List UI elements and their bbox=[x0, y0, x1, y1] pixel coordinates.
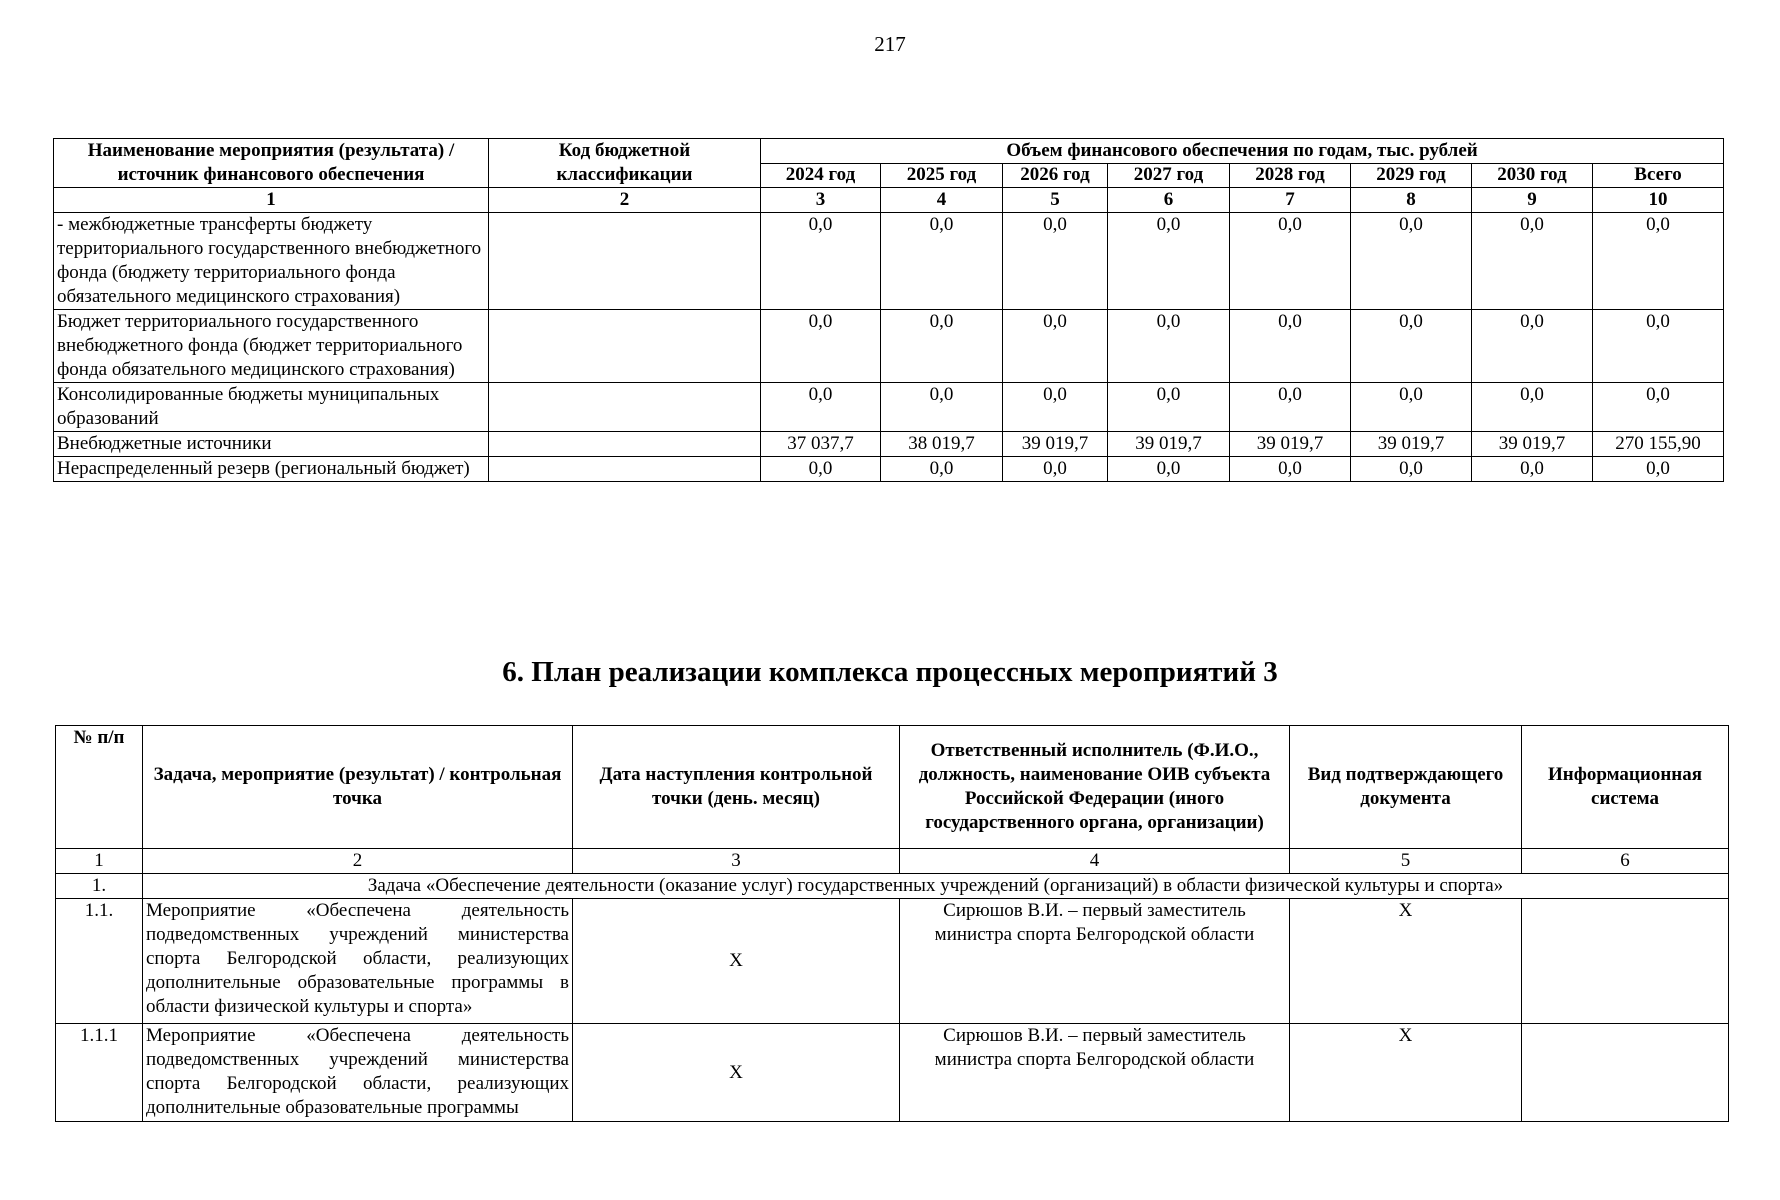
control-date: X bbox=[573, 899, 900, 1024]
budget-code bbox=[489, 432, 761, 457]
index-cell: 3 bbox=[761, 188, 881, 213]
document-type: X bbox=[1290, 899, 1522, 1024]
header-year: 2024 год bbox=[761, 163, 881, 188]
value-cell: 0,0 bbox=[1351, 213, 1472, 310]
plan-table bbox=[55, 725, 1729, 1122]
value-cell: 0,0 bbox=[1472, 213, 1593, 310]
value-cell: 0,0 bbox=[881, 457, 1003, 482]
value-cell: 39 019,7 bbox=[1108, 432, 1230, 457]
index-cell: 1 bbox=[54, 188, 489, 213]
value-cell: 0,0 bbox=[761, 457, 881, 482]
finance-header-row bbox=[54, 139, 1724, 164]
header-volume: Объем финансового обеспечения по годам, тыс. рублей bbox=[761, 139, 1724, 164]
total-cell: 0,0 bbox=[1593, 213, 1724, 310]
executor: Сирюшов В.И. – первый заместитель министра спорта Белгородской области bbox=[900, 899, 1290, 1024]
value-cell: 0,0 bbox=[881, 213, 1003, 310]
value-cell: 0,0 bbox=[1003, 383, 1108, 432]
index-cell: 2 bbox=[489, 188, 761, 213]
value-cell: 0,0 bbox=[1003, 457, 1108, 482]
task-text: Задача «Обеспечение деятельности (оказание услуг) государственных учреждений (организаций) в области физической культуры и спорта» bbox=[143, 874, 1729, 899]
index-cell: 5 bbox=[1290, 849, 1522, 874]
finance-row bbox=[54, 457, 1724, 482]
value-cell: 38 019,7 bbox=[881, 432, 1003, 457]
value-cell: 0,0 bbox=[1003, 213, 1108, 310]
index-cell: 7 bbox=[1230, 188, 1351, 213]
finance-table bbox=[53, 138, 1724, 482]
activity-text: Мероприятие «Обеспечена деятельность подведомственных учреждений министерства спорта Белгородской области, реализующих дополнительные образовательные программы bbox=[143, 1024, 573, 1122]
value-cell: 37 037,7 bbox=[761, 432, 881, 457]
budget-code bbox=[489, 383, 761, 432]
value-cell: 0,0 bbox=[1108, 457, 1230, 482]
value-cell: 0,0 bbox=[1003, 310, 1108, 383]
index-cell: 6 bbox=[1522, 849, 1729, 874]
value-cell: 0,0 bbox=[1108, 310, 1230, 383]
plan-row bbox=[56, 899, 1729, 1024]
index-cell: 10 bbox=[1593, 188, 1724, 213]
header-num: № п/п bbox=[56, 726, 143, 849]
budget-code bbox=[489, 310, 761, 383]
plan-index-row bbox=[56, 849, 1729, 874]
value-cell: 0,0 bbox=[1108, 383, 1230, 432]
value-cell: 0,0 bbox=[1472, 383, 1593, 432]
header-date: Дата наступления контрольной точки (день. месяц) bbox=[573, 726, 900, 849]
index-cell: 4 bbox=[900, 849, 1290, 874]
index-cell: 4 bbox=[881, 188, 1003, 213]
header-year: 2030 год bbox=[1472, 163, 1593, 188]
source-name: Консолидированные бюджеты муниципальных образований bbox=[54, 383, 489, 432]
plan-row bbox=[56, 1024, 1729, 1122]
value-cell: 39 019,7 bbox=[1351, 432, 1472, 457]
header-year: 2026 год bbox=[1003, 163, 1108, 188]
budget-code bbox=[489, 457, 761, 482]
value-cell: 0,0 bbox=[1230, 383, 1351, 432]
header-executor: Ответственный исполнитель (Ф.И.О., должность, наименование ОИВ субъекта Российской Федерации (иного государственного органа, организации) bbox=[900, 726, 1290, 849]
header-year: 2025 год bbox=[881, 163, 1003, 188]
row-num: 1.1.1 bbox=[56, 1024, 143, 1122]
value-cell: 0,0 bbox=[1472, 457, 1593, 482]
value-cell: 0,0 bbox=[1230, 213, 1351, 310]
total-cell: 0,0 bbox=[1593, 310, 1724, 383]
header-year: 2028 год bbox=[1230, 163, 1351, 188]
total-cell: 0,0 bbox=[1593, 383, 1724, 432]
header-total: Всего bbox=[1593, 163, 1724, 188]
finance-row bbox=[54, 213, 1724, 310]
index-cell: 1 bbox=[56, 849, 143, 874]
header-system: Информационная система bbox=[1522, 726, 1729, 849]
index-cell: 9 bbox=[1472, 188, 1593, 213]
value-cell: 0,0 bbox=[1230, 310, 1351, 383]
value-cell: 0,0 bbox=[1108, 213, 1230, 310]
value-cell: 0,0 bbox=[1472, 310, 1593, 383]
header-year: 2029 год bbox=[1351, 163, 1472, 188]
index-cell: 5 bbox=[1003, 188, 1108, 213]
header-name: Наименование мероприятия (результата) / источник финансового обеспечения bbox=[54, 139, 489, 188]
info-system bbox=[1522, 1024, 1729, 1122]
value-cell: 0,0 bbox=[1351, 383, 1472, 432]
index-cell: 2 bbox=[143, 849, 573, 874]
value-cell: 0,0 bbox=[1351, 457, 1472, 482]
value-cell: 0,0 bbox=[881, 383, 1003, 432]
value-cell: 0,0 bbox=[1230, 457, 1351, 482]
control-date: X bbox=[573, 1024, 900, 1122]
task-num: 1. bbox=[56, 874, 143, 899]
header-year: 2027 год bbox=[1108, 163, 1230, 188]
header-code: Код бюджетной классификации bbox=[489, 139, 761, 188]
value-cell: 39 019,7 bbox=[1230, 432, 1351, 457]
index-cell: 6 bbox=[1108, 188, 1230, 213]
document-type: X bbox=[1290, 1024, 1522, 1122]
index-cell: 3 bbox=[573, 849, 900, 874]
budget-code bbox=[489, 213, 761, 310]
total-cell: 270 155,90 bbox=[1593, 432, 1724, 457]
value-cell: 0,0 bbox=[881, 310, 1003, 383]
source-name: - межбюджетные трансферты бюджету территориального государственного внебюджетного фонда (бюджету территориального фонда обязательного медицинского страхования) bbox=[54, 213, 489, 310]
source-name: Нераспределенный резерв (региональный бюджет) bbox=[54, 457, 489, 482]
activity-text: Мероприятие «Обеспечена деятельность подведомственных учреждений министерства спорта Белгородской области, реализующих дополнительные образовательные программы в области физической культуры и спорта» bbox=[143, 899, 573, 1024]
value-cell: 0,0 bbox=[761, 213, 881, 310]
header-document: Вид подтверждающего документа bbox=[1290, 726, 1522, 849]
source-name: Бюджет территориального государственного внебюджетного фонда (бюджет территориального фонда обязательного медицинского страхования) bbox=[54, 310, 489, 383]
header-task: Задача, мероприятие (результат) / контрольная точка bbox=[143, 726, 573, 849]
value-cell: 39 019,7 bbox=[1472, 432, 1593, 457]
value-cell: 0,0 bbox=[1351, 310, 1472, 383]
page-number: 217 bbox=[874, 32, 906, 56]
task-row bbox=[56, 874, 1729, 899]
plan-header-row bbox=[56, 726, 1729, 849]
finance-row bbox=[54, 383, 1724, 432]
section-title: 6. План реализации комплекса процессных мероприятий 3 bbox=[502, 656, 1278, 688]
total-cell: 0,0 bbox=[1593, 457, 1724, 482]
value-cell: 0,0 bbox=[761, 310, 881, 383]
index-cell: 8 bbox=[1351, 188, 1472, 213]
finance-row bbox=[54, 432, 1724, 457]
source-name: Внебюджетные источники bbox=[54, 432, 489, 457]
finance-index-row bbox=[54, 188, 1724, 213]
info-system bbox=[1522, 899, 1729, 1024]
finance-row bbox=[54, 310, 1724, 383]
executor: Сирюшов В.И. – первый заместитель министра спорта Белгородской области bbox=[900, 1024, 1290, 1122]
row-num: 1.1. bbox=[56, 899, 143, 1024]
value-cell: 0,0 bbox=[761, 383, 881, 432]
value-cell: 39 019,7 bbox=[1003, 432, 1108, 457]
